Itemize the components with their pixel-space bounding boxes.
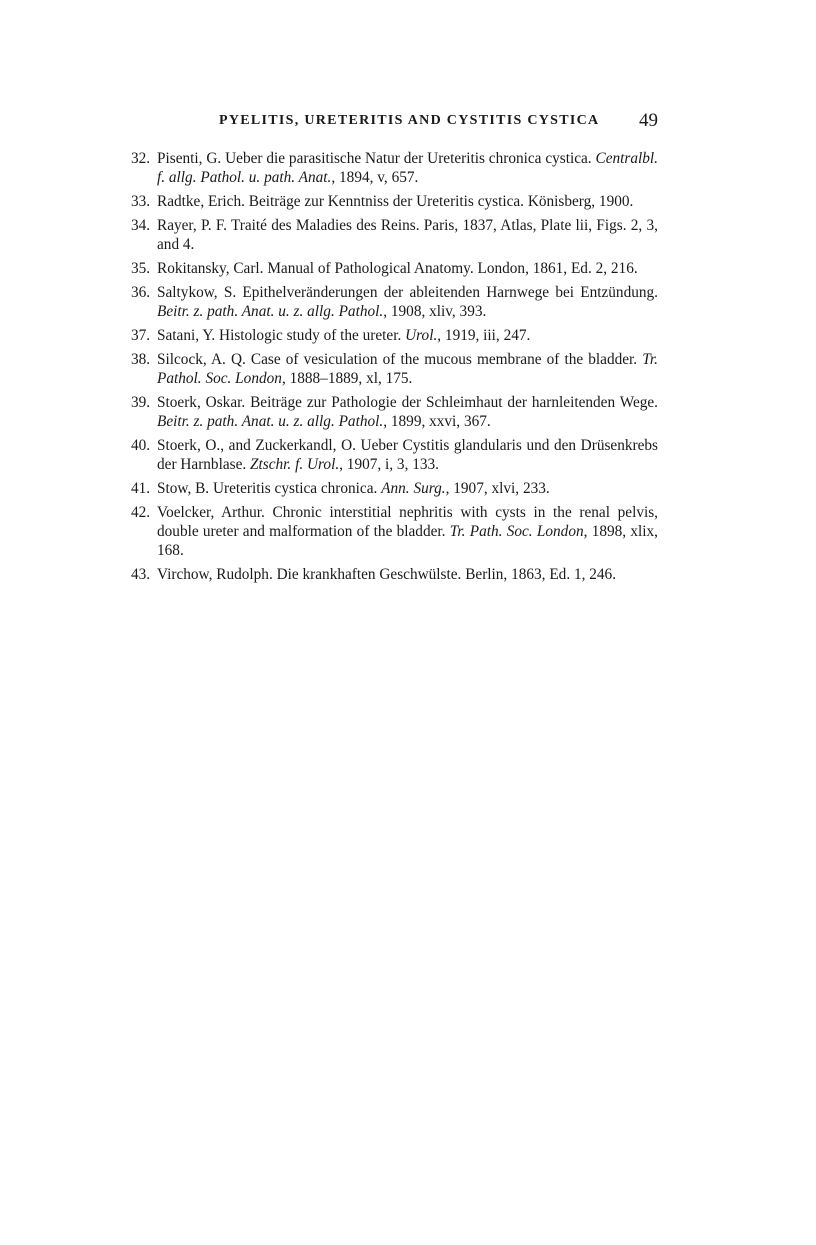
reference-journal: Urol. [405,327,438,344]
reference-lead: Radtke, Erich. Beiträge zur Kenntniss der Ureteritis cystica. Könisberg, 1900. [157,193,634,210]
reference-lead: Rokitansky, Carl. Manual of Pathological Anatomy. London, 1861, Ed. 2, 216. [157,260,638,277]
reference-text [157,350,658,388]
reference-lead: Pisenti, G. Ueber die parasitische Natur der Ureteritis chronica cystica. [157,150,592,167]
reference-journal: Tr. Path. Soc. London [449,523,584,540]
reference-lead: Silcock, A. Q. Case of vesiculation of the mucous membrane of the bladder. [157,351,638,368]
reference-lead: Stoerk, Oskar. Beiträge zur Pathologie der Schleimhaut der harnleitenden Wege. [157,394,658,411]
reference-number: 32. [131,150,151,167]
reference-journal: Beitr. z. path. Anat. u. z. allg. Pathol. [157,303,384,320]
reference-number: 38. [131,351,151,368]
reference-item [131,350,658,388]
reference-tail: , 1907, xlvi, 233. [445,480,550,497]
reference-journal: Ann. Surg. [381,480,446,497]
reference-journal: Tr. Pathol. Soc. London [157,351,658,387]
reference-tail: , 1908, xliv, 393. [383,303,487,320]
reference-item [131,393,658,431]
reference-tail: , 1899, xxvi, 367. [383,413,491,430]
reference-item [131,326,658,345]
reference-tail: , 1919, iii, 247. [437,327,531,344]
reference-item [131,216,658,254]
reference-lead: Stow, B. Ureteritis cystica chronica. [157,480,378,497]
reference-item [131,503,658,560]
reference-item [131,436,658,474]
reference-journal: Centralbl. f. allg. Pathol. u. path. Anat. [157,150,658,186]
reference-item [131,565,658,584]
reference-list [131,149,658,589]
reference-tail: , 1898, xlix, 168. [157,523,659,559]
reference-text [157,216,658,254]
reference-item [131,149,658,187]
reference-tail: , 1907, i, 3, 133. [339,456,439,473]
reference-number: 40. [131,437,151,454]
reference-journal: Ztschr. f. Urol. [250,456,340,473]
reference-number: 43. [131,566,151,583]
reference-text [157,565,658,584]
reference-text [157,259,658,278]
reference-tail: , 1894, v, 657. [331,169,419,186]
reference-number: 34. [131,217,151,234]
reference-lead: Voelcker, Arthur. Chronic interstitial nephritis with cysts in the renal pelvis, double ureter and malformation of the bladder. [157,504,658,540]
reference-journal: Beitr. z. path. Anat. u. z. allg. Pathol. [157,413,384,430]
reference-number: 39. [131,394,151,411]
reference-text [157,436,658,474]
reference-number: 41. [131,480,151,497]
reference-number: 42. [131,504,151,521]
reference-item [131,192,658,211]
reference-text [157,503,658,560]
reference-text [157,393,658,431]
reference-item [131,283,658,321]
reference-item [131,479,658,498]
running-header [131,110,658,135]
reference-lead: Satani, Y. Histologic study of the ureter. [157,327,402,344]
reference-text [157,283,658,321]
reference-tail: , 1888–1889, xl, 175. [281,370,413,387]
reference-lead: Virchow, Rudolph. Die krankhaften Geschwülste. Berlin, 1863, Ed. 1, 246. [157,566,617,583]
reference-lead: Rayer, P. F. Traité des Maladies des Reins. Paris, 1837, Atlas, Plate lii, Figs. 2, 3, and 4. [157,217,658,253]
reference-number: 36. [131,284,151,301]
reference-number: 35. [131,260,151,277]
page-number: 49 [639,110,658,131]
reference-number: 37. [131,327,151,344]
reference-number: 33. [131,193,151,210]
reference-text [157,192,658,211]
reference-text [157,326,658,345]
reference-text [157,479,658,498]
reference-item [131,259,658,278]
reference-lead: Stoerk, O., and Zuckerkandl, O. Ueber Cystitis glandularis und den Drüsenkrebs der Harnblase. [157,437,658,473]
reference-text [157,149,658,187]
reference-lead: Saltykow, S. Epithelveränderungen der ableitenden Harnwege bei Entzündung. [157,284,658,301]
running-title: PYELITIS, URETERITIS AND CYSTITIS CYSTICA [219,113,600,128]
